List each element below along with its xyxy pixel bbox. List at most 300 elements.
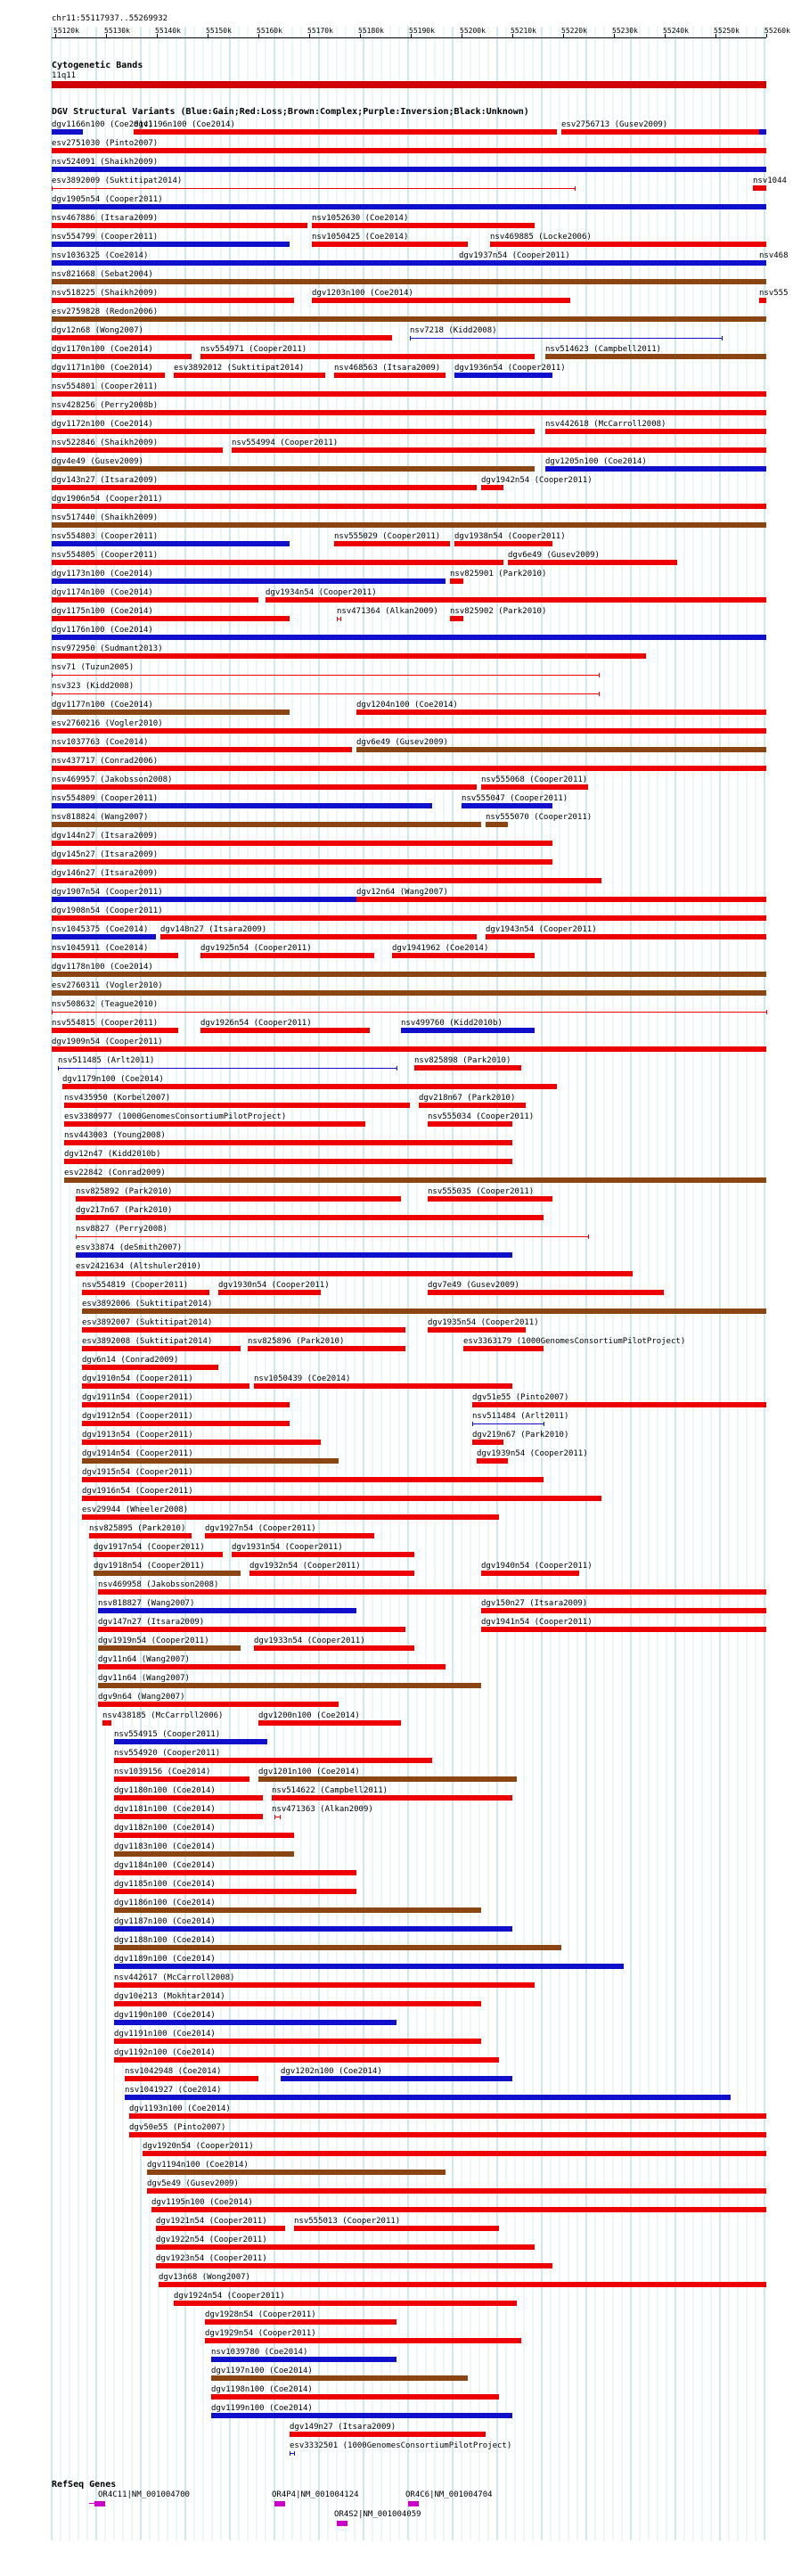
variant-loss[interactable] — [114, 1758, 432, 1763]
variant-gain[interactable] — [125, 2095, 731, 2100]
variant-label: nsv508632 (Teague2010) — [52, 1000, 159, 1009]
variant-loss[interactable] — [94, 1552, 223, 1557]
variant-gain[interactable] — [401, 1028, 535, 1033]
variant-loss[interactable] — [254, 1383, 512, 1389]
variant-loss[interactable] — [82, 1383, 249, 1389]
variant-loss[interactable] — [52, 1046, 766, 1052]
variant-label: dgv1940n54 (Cooper2011) — [481, 1562, 593, 1571]
variant-label: dgv1921n54 (Cooper2011) — [156, 2217, 267, 2226]
variant-loss[interactable] — [52, 597, 258, 603]
variant-complex[interactable] — [52, 466, 535, 472]
variant-loss[interactable] — [472, 1440, 503, 1445]
variant-label: dgv7e49 (Gusev2009) — [428, 1281, 519, 1290]
variant-loss[interactable] — [114, 2057, 499, 2063]
variant-gain[interactable] — [52, 204, 766, 209]
variant-loss[interactable] — [450, 578, 463, 584]
variant-gain[interactable] — [281, 2076, 512, 2081]
variant-loss[interactable] — [254, 1645, 414, 1651]
cytobands-title[interactable]: Cytogenetic Bands — [52, 61, 143, 70]
variant-loss[interactable] — [419, 1103, 526, 1108]
variant-loss[interactable] — [52, 504, 766, 509]
variant-loss[interactable] — [82, 1365, 218, 1370]
variant-loss[interactable] — [52, 429, 535, 434]
variant-loss[interactable] — [52, 1028, 178, 1033]
variant-loss[interactable] — [76, 1236, 588, 1237]
variant-gain[interactable] — [58, 1068, 396, 1069]
gene-OR4P4[interactable] — [274, 2501, 285, 2506]
variant-label: dgv1943n54 (Cooper2011) — [486, 925, 597, 934]
variant-complex[interactable] — [147, 2170, 446, 2175]
variant-label: nsv7218 (Kidd2008) — [410, 326, 497, 335]
variant-loss[interactable] — [52, 447, 223, 453]
variant-loss[interactable] — [52, 148, 766, 153]
variant-gain[interactable] — [114, 1739, 267, 1744]
variant-label: dgv1911n54 (Cooper2011) — [82, 1393, 193, 1402]
variant-gain[interactable] — [52, 242, 290, 247]
variant-complex[interactable] — [258, 1776, 517, 1782]
variant-loss[interactable] — [52, 747, 352, 752]
variant-label: esv2756713 (Gusev2009) — [561, 120, 668, 129]
dgv-track-title[interactable]: DGV Structural Variants (Blue:Gain;Red:Loss;Brown:Complex;Purple:Inversion;Black:Unknown) — [52, 107, 529, 117]
variant-loss[interactable] — [545, 429, 766, 434]
variant-gain[interactable] — [545, 466, 766, 472]
variant-label: dgv1170n100 (Coe2014) — [52, 345, 153, 354]
variant-endcap — [766, 1010, 767, 1014]
variant-loss[interactable] — [82, 1477, 544, 1482]
variant-loss[interactable] — [472, 1402, 766, 1407]
variant-complex[interactable] — [52, 279, 766, 284]
variant-label: nsv468 — [759, 251, 789, 260]
variant-gain[interactable] — [211, 2357, 396, 2362]
ruler-tick-label: 55160k — [257, 27, 282, 35]
variant-loss[interactable] — [428, 1327, 526, 1333]
variant-loss[interactable] — [272, 1795, 512, 1801]
variant-complex[interactable] — [52, 522, 766, 528]
variant-label: dgv1907n54 (Cooper2011) — [52, 888, 163, 897]
variant-label: dgv1193n100 (Coe2014) — [129, 2104, 231, 2113]
variant-loss[interactable] — [159, 2282, 766, 2287]
variant-loss[interactable] — [76, 1271, 633, 1276]
variant-label: nsv554815 (Cooper2011) — [52, 1019, 159, 1028]
variant-loss[interactable] — [156, 2244, 535, 2250]
variant-label: dgv1909n54 (Cooper2011) — [52, 1038, 163, 1046]
variant-loss[interactable] — [52, 841, 552, 846]
variant-loss[interactable] — [174, 2301, 517, 2306]
variant-loss[interactable] — [147, 2188, 766, 2194]
variant-loss[interactable] — [98, 1589, 766, 1595]
variant-label: dgv1927n54 (Cooper2011) — [205, 1524, 316, 1533]
variant-loss[interactable] — [64, 1159, 512, 1164]
variant-label: dgv1171n100 (Coe2014) — [52, 364, 153, 373]
variant-label: dgv219n67 (Park2010) — [472, 1431, 569, 1440]
variant-loss[interactable] — [481, 1608, 766, 1613]
variant-loss[interactable] — [174, 373, 325, 378]
variant-label: nsv554819 (Cooper2011) — [82, 1281, 189, 1290]
variant-gain[interactable] — [52, 129, 83, 135]
variant-label: dgv1185n100 (Coe2014) — [114, 1880, 216, 1889]
variant-loss[interactable] — [82, 1346, 241, 1351]
variant-complex[interactable] — [52, 316, 766, 322]
variant-loss[interactable] — [205, 1533, 374, 1538]
variant-loss[interactable] — [52, 766, 766, 771]
variant-loss[interactable] — [52, 616, 290, 621]
variant-label: nsv825902 (Park2010) — [450, 607, 547, 616]
variant-label: nsv428256 (Perry2008b) — [52, 401, 159, 410]
variant-label: dgv6e49 (Gusev2009) — [508, 551, 600, 560]
variant-loss[interactable] — [294, 2226, 499, 2231]
variant-complex[interactable] — [98, 1683, 481, 1688]
variant-gain[interactable] — [410, 338, 722, 339]
variant-label: nsv1037763 (Coe2014) — [52, 738, 149, 747]
variant-label: nsv825901 (Park2010) — [450, 570, 547, 578]
ruler-tick-label: 55120k — [53, 27, 79, 35]
cytoband-label: 11q11 — [52, 71, 77, 80]
variant-loss[interactable] — [114, 2001, 481, 2006]
variant-loss[interactable] — [312, 242, 468, 247]
variant-loss[interactable] — [156, 2263, 552, 2268]
variant-complex[interactable] — [52, 990, 766, 996]
variant-loss[interactable] — [98, 1627, 405, 1632]
variant-loss[interactable] — [561, 129, 766, 135]
variant-label: esv3892012 (Suktitipat2014) — [174, 364, 305, 373]
variant-label: nsv554803 (Cooper2011) — [52, 532, 159, 541]
variant-loss[interactable] — [477, 1458, 508, 1464]
variant-label: dgv1187n100 (Coe2014) — [114, 1917, 216, 1926]
variant-loss[interactable] — [52, 298, 294, 303]
variant-label: dgv1181n100 (Coe2014) — [114, 1805, 216, 1814]
variant-gain[interactable] — [462, 803, 552, 808]
variant-label: dgv1912n54 (Cooper2011) — [82, 1412, 193, 1421]
variant-loss[interactable] — [218, 1290, 321, 1295]
variant-gain[interactable] — [759, 129, 766, 135]
variant-loss[interactable] — [52, 223, 307, 228]
variant-label: dgv1166n100 (Coe2014) — [52, 120, 153, 129]
variant-gain[interactable] — [52, 635, 766, 640]
variant-loss[interactable] — [114, 1833, 294, 1838]
variant-label: dgv50e55 (Pinto2007) — [129, 2123, 226, 2132]
variant-loss[interactable] — [312, 223, 535, 228]
variant-loss[interactable] — [481, 784, 588, 790]
variant-loss[interactable] — [82, 1327, 405, 1333]
variant-label: dgv1178n100 (Coe2014) — [52, 963, 153, 972]
variant-loss[interactable] — [114, 1776, 249, 1782]
variant-label: nsv555 — [759, 289, 789, 298]
variant-gain[interactable] — [52, 541, 290, 546]
variant-complex[interactable] — [82, 1458, 339, 1464]
variant-gain[interactable] — [52, 260, 766, 266]
variant-endcap — [294, 2451, 295, 2456]
variant-loss[interactable] — [486, 934, 766, 939]
variant-label: dgv1919n54 (Cooper2011) — [98, 1637, 209, 1645]
variant-complex[interactable] — [52, 710, 290, 715]
ruler-tick-label: 55200k — [460, 27, 486, 35]
variant-label: nsv1044 — [753, 176, 787, 185]
variant-loss[interactable] — [76, 1215, 544, 1220]
variant-loss[interactable] — [52, 953, 178, 958]
variant-label: dgv1174n100 (Coe2014) — [52, 588, 153, 597]
variant-label: dgv149n27 (Itsara2009) — [290, 2423, 396, 2432]
variant-loss[interactable] — [356, 897, 766, 902]
variant-label: dgv148n27 (Itsara2009) — [160, 925, 267, 934]
variant-label: nsv471364 (Alkan2009) — [337, 607, 438, 616]
variant-label: nsv524091 (Shaikh2009) — [52, 158, 159, 167]
variant-loss[interactable] — [52, 878, 601, 883]
ruler-tick-label: 55230k — [612, 27, 638, 35]
variant-loss[interactable] — [52, 188, 575, 189]
gene-OR4C6[interactable] — [408, 2501, 419, 2506]
variant-loss[interactable] — [508, 560, 677, 565]
gene-OR4C11[interactable] — [94, 2501, 105, 2506]
variant-loss[interactable] — [64, 1103, 410, 1108]
variant-label: nsv469957 (Jakobsson2008) — [52, 775, 173, 784]
variant-label: dgv1172n100 (Coe2014) — [52, 420, 153, 429]
variant-loss[interactable] — [211, 2394, 499, 2400]
variant-loss[interactable] — [134, 129, 557, 135]
variant-loss[interactable] — [114, 1982, 535, 1988]
variant-loss[interactable] — [200, 354, 535, 359]
variant-label: nsv522846 (Shaikh2009) — [52, 439, 159, 447]
variant-loss[interactable] — [160, 934, 477, 939]
variant-endcap — [280, 1815, 281, 1819]
variant-loss[interactable] — [64, 1140, 512, 1145]
variant-label: dgv1906n54 (Cooper2011) — [52, 495, 163, 504]
variant-gain[interactable] — [52, 934, 156, 939]
variant-loss[interactable] — [753, 185, 766, 191]
variant-loss[interactable] — [156, 2226, 285, 2231]
variant-loss[interactable] — [114, 1814, 263, 1819]
variant-loss[interactable] — [232, 1552, 414, 1557]
variant-label: nsv467886 (Itsara2009) — [52, 214, 159, 223]
variant-loss[interactable] — [392, 953, 535, 958]
variant-label: dgv1930n54 (Cooper2011) — [218, 1281, 330, 1290]
variant-loss[interactable] — [114, 1889, 356, 1894]
variant-label: dgv1177n100 (Coe2014) — [52, 701, 153, 710]
variant-label: dgv1179n100 (Coe2014) — [62, 1075, 164, 1084]
variant-loss[interactable] — [52, 485, 477, 490]
variant-loss[interactable] — [205, 2319, 396, 2325]
variant-label: dgv1205n100 (Coe2014) — [545, 457, 647, 466]
variant-loss[interactable] — [52, 410, 766, 415]
variant-label: esv29944 (Wheeler2008) — [82, 1505, 189, 1514]
variant-loss[interactable] — [76, 1196, 401, 1202]
variant-label: nsv554801 (Cooper2011) — [52, 382, 159, 391]
variant-loss[interactable] — [52, 335, 392, 340]
variant-label: nsv437717 (Conrad2006) — [52, 757, 159, 766]
variant-loss[interactable] — [114, 1870, 356, 1875]
variant-loss[interactable] — [428, 1290, 664, 1295]
variant-loss[interactable] — [102, 1720, 111, 1726]
variant-loss[interactable] — [490, 242, 766, 247]
variant-label: dgv10e213 (Mokhtar2014) — [114, 1992, 225, 2001]
gene-OR4C11-intron — [89, 2503, 94, 2504]
variant-loss[interactable] — [62, 1084, 557, 1089]
variant-complex[interactable] — [356, 747, 766, 752]
variant-loss[interactable] — [82, 1290, 209, 1295]
variant-loss[interactable] — [249, 1571, 414, 1576]
variant-loss[interactable] — [52, 784, 477, 790]
scale-ruler[interactable] — [52, 27, 790, 39]
variant-loss[interactable] — [151, 2207, 766, 2212]
variant-loss[interactable] — [52, 354, 192, 359]
variant-label: nsv1052630 (Coe2014) — [312, 214, 409, 223]
variant-label: dgv12n47 (Kidd2010b) — [64, 1150, 161, 1159]
variant-label: nsv442618 (McCarroll2008) — [545, 420, 666, 429]
variant-label: esv2760216 (Vogler2010) — [52, 719, 163, 728]
ruler-tick-label: 55130k — [104, 27, 130, 35]
variant-loss[interactable] — [481, 1627, 766, 1632]
variant-loss[interactable] — [334, 541, 450, 546]
variant-gain[interactable] — [52, 167, 766, 172]
variant-loss[interactable] — [52, 859, 552, 865]
variant-complex[interactable] — [486, 822, 508, 827]
gene-OR4S2[interactable] — [337, 2521, 347, 2526]
variant-label: dgv150n27 (Itsara2009) — [481, 1599, 588, 1608]
variant-loss[interactable] — [52, 728, 766, 734]
variant-label: nsv825892 (Park2010) — [76, 1187, 173, 1196]
variant-loss[interactable] — [414, 1065, 521, 1071]
variant-complex[interactable] — [114, 1851, 294, 1857]
variant-label: nsv825898 (Park2010) — [414, 1056, 511, 1065]
variant-label: nsv818824 (Wang2007) — [52, 813, 149, 822]
variant-endcap — [396, 1066, 397, 1071]
variant-loss[interactable] — [356, 710, 766, 715]
variant-complex[interactable] — [82, 1309, 766, 1314]
variant-complex[interactable] — [545, 354, 766, 359]
variant-label: dgv1198n100 (Coe2014) — [211, 2385, 313, 2394]
variant-label: dgv1175n100 (Coe2014) — [52, 607, 153, 616]
variant-loss[interactable] — [334, 373, 446, 378]
variant-label: nsv435950 (Korbel2007) — [64, 1094, 171, 1103]
variant-label: nsv555035 (Cooper2011) — [428, 1187, 535, 1196]
variant-gain[interactable] — [472, 1423, 544, 1424]
variant-loss[interactable] — [114, 1795, 263, 1801]
variant-loss[interactable] — [52, 653, 646, 659]
variant-loss[interactable] — [52, 675, 599, 676]
variant-loss[interactable] — [232, 447, 766, 453]
variant-label: nsv518225 (Shaikh2009) — [52, 289, 159, 298]
refseq-title[interactable]: RefSeq Genes — [52, 2480, 117, 2490]
variant-loss[interactable] — [200, 1028, 370, 1033]
variant-loss[interactable] — [205, 2338, 521, 2343]
variant-loss[interactable] — [129, 2113, 766, 2119]
variant-label: dgv1192n100 (Coe2014) — [114, 2048, 216, 2057]
variant-label: nsv468563 (Itsara2009) — [334, 364, 441, 373]
ruler-tick-label: 55140k — [155, 27, 181, 35]
variant-label: nsv469958 (Jakobsson2008) — [98, 1580, 219, 1589]
variant-loss[interactable] — [98, 1664, 446, 1669]
variant-loss[interactable] — [82, 1514, 499, 1520]
variant-loss[interactable] — [248, 1346, 405, 1351]
variant-gain[interactable] — [76, 1252, 512, 1258]
variant-loss[interactable] — [52, 915, 766, 921]
variant-loss[interactable] — [481, 1571, 579, 1576]
variant-gain[interactable] — [290, 2453, 294, 2454]
variant-label: nsv1039780 (Coe2014) — [211, 2348, 308, 2357]
variant-loss[interactable] — [454, 541, 552, 546]
variant-loss[interactable] — [52, 560, 503, 565]
variant-gain[interactable] — [52, 803, 432, 808]
variant-loss[interactable] — [114, 2039, 481, 2044]
variant-label: esv2760311 (Vogler2010) — [52, 981, 163, 990]
variant-loss[interactable] — [52, 693, 599, 694]
variant-loss[interactable] — [82, 1496, 601, 1501]
variant-label: dgv1186n100 (Coe2014) — [114, 1899, 216, 1907]
variant-loss[interactable] — [82, 1440, 321, 1445]
variant-label: dgv145n27 (Itsara2009) — [52, 850, 159, 859]
variant-complex[interactable] — [114, 1945, 561, 1950]
variant-loss[interactable] — [481, 485, 503, 490]
variant-label: nsv554971 (Cooper2011) — [200, 345, 307, 354]
variant-loss[interactable] — [98, 1702, 339, 1707]
variant-loss[interactable] — [428, 1196, 552, 1202]
variant-label: dgv1202n100 (Coe2014) — [281, 2067, 382, 2076]
variant-loss[interactable] — [89, 1533, 192, 1538]
variant-gain[interactable] — [114, 1964, 624, 1969]
variant-label: dgv1925n54 (Cooper2011) — [200, 944, 312, 953]
variant-label: nsv517440 (Shaikh2009) — [52, 513, 159, 522]
variant-complex[interactable] — [98, 1645, 241, 1651]
variant-gain[interactable] — [52, 578, 446, 584]
variant-loss[interactable] — [759, 298, 766, 303]
variant-label: nsv1045911 (Coe2014) — [52, 944, 149, 953]
variant-complex[interactable] — [64, 1177, 766, 1183]
variant-label: dgv1189n100 (Coe2014) — [114, 1955, 216, 1964]
variant-label: nsv438185 (McCarroll2006) — [102, 1711, 224, 1720]
variant-loss[interactable] — [82, 1421, 290, 1426]
variant-loss[interactable] — [200, 953, 374, 958]
variant-endcap — [599, 692, 600, 696]
variant-loss[interactable] — [258, 1720, 401, 1726]
cytoband-11q11[interactable] — [52, 81, 766, 88]
variant-loss[interactable] — [52, 391, 766, 397]
variant-complex[interactable] — [52, 972, 766, 977]
variant-label: dgv1200n100 (Coe2014) — [258, 1711, 360, 1720]
variant-loss[interactable] — [312, 298, 570, 303]
variant-label: dgv1203n100 (Coe2014) — [312, 289, 413, 298]
variant-label: nsv499760 (Kidd2010b) — [401, 1019, 503, 1028]
variant-gain[interactable] — [114, 1926, 512, 1932]
variant-loss[interactable] — [428, 1121, 512, 1127]
variant-loss[interactable] — [52, 373, 165, 378]
variant-gain[interactable] — [114, 2020, 396, 2025]
variant-gain[interactable] — [454, 373, 552, 378]
variant-complex[interactable] — [211, 2375, 468, 2381]
variant-loss[interactable] — [64, 1121, 365, 1127]
variant-loss[interactable] — [125, 2076, 258, 2081]
variant-loss[interactable] — [266, 597, 766, 603]
variant-complex[interactable] — [114, 1907, 481, 1913]
ruler-tick-label: 55210k — [511, 27, 536, 35]
variant-loss[interactable] — [143, 2151, 766, 2156]
variant-label: nsv555047 (Cooper2011) — [462, 794, 568, 803]
variant-label: dgv1204n100 (Coe2014) — [356, 701, 458, 710]
variant-label: esv2759828 (Redon2006) — [52, 308, 159, 316]
variant-loss[interactable] — [290, 2432, 486, 2437]
ruler-tick-label: 55220k — [561, 27, 587, 35]
variant-gain[interactable] — [98, 1608, 356, 1613]
variant-gain[interactable] — [211, 2413, 512, 2418]
variant-loss[interactable] — [450, 616, 463, 621]
variant-loss[interactable] — [463, 1346, 544, 1351]
variant-loss[interactable] — [82, 1402, 290, 1407]
variant-complex[interactable] — [52, 822, 481, 827]
variant-complex[interactable] — [94, 1571, 241, 1576]
gene-label: OR4C11|NM_001004700 — [98, 2490, 190, 2499]
variant-loss[interactable] — [129, 2132, 766, 2137]
variant-loss[interactable] — [52, 1012, 766, 1013]
variant-label: esv3892006 (Suktitipat2014) — [82, 1300, 213, 1309]
variant-label: nsv442617 (McCarroll2008) — [114, 1973, 235, 1982]
